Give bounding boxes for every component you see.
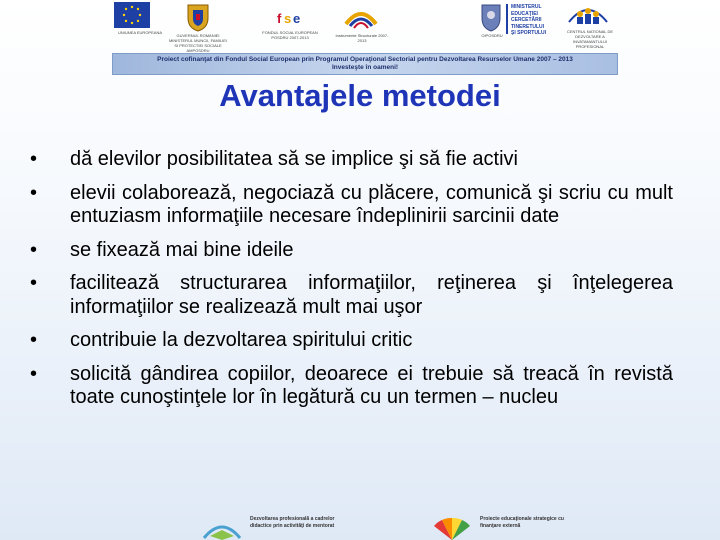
bullet-marker: • — [30, 272, 38, 294]
bullet-marker: • — [30, 238, 38, 261]
instrumente-structurale-logo — [342, 2, 380, 34]
bullet-marker: • — [30, 181, 38, 204]
ministerul-logo: MINISTERUL EDUCAŢIEI CERCETĂRII TINERETULUI ŞI SPORTULUI — [506, 4, 552, 34]
footer-proiecte — [430, 516, 575, 540]
mentorat-book-icon — [200, 516, 244, 540]
list-item — [28, 239, 673, 263]
svg-text:e: e — [293, 11, 301, 26]
ro-logo-caption: GUVERNUL ROMANIEI MINISTERUL MUNCII, FAMILIEI SI PROTECTIEI SOCIALE AMPOSDRU — [168, 33, 228, 53]
fse-logo — [275, 8, 305, 28]
ministerul-education-logo — [480, 2, 502, 32]
svg-text:s: s — [284, 11, 292, 26]
svg-text:f: f — [277, 11, 282, 26]
oiposdru-caption: OIPOSDRU — [481, 33, 503, 38]
centrul-logo-caption: CENTRUL NATIONAL DE DEZVOLTARE A INVATAMANTULUI PROFESIONAL — [566, 29, 614, 49]
bullet-marker: • — [30, 148, 38, 170]
bullet-marker: • — [30, 329, 38, 351]
banner-line2: Investeşte în oameni! — [331, 64, 399, 71]
footer-right-text: Proiecte educaţionale strategice cu finanţare externă — [480, 516, 564, 529]
centrul-logo — [565, 2, 611, 28]
bullet-text: dă elevilor posibilitatea să se implice şi să fie activi — [70, 148, 518, 170]
is-logo-caption: Instrumente Structurale 2007-2013 — [335, 33, 389, 43]
bullet-text: elevii colaborează, negociază cu plăcere, comunică şi scriu cu mult entuziasm informaţiile necesare îndeplinirii sarcinii date — [70, 181, 673, 227]
fse-logo-caption: FONDUL SOCIAL EUROPEAN POSDRU 2007-2013 — [262, 30, 318, 40]
bullet-marker: • — [30, 362, 38, 385]
slide-title: Avantajele metodei — [219, 78, 501, 113]
bullet-text: solicită gândirea copiilor, deoarece ei trebuie să treacă în revistă toate cunoştinţele lor în legătură cu un termen – nucleu — [70, 362, 673, 408]
bullet-text: contribuie la dezvoltarea spiritului critic — [70, 329, 413, 351]
banner-line1: Proiect cofinanţat din Fondul Social European prin Programul Operaţional Sectorial pentru Dezvoltarea Resurselor Umane 2007 – 2013 — [157, 56, 573, 63]
proiecte-fan-icon — [430, 516, 474, 540]
bullet-text: facilitează structurarea informaţiilor, reţinerea şi înţelegerea informaţiilor se realizează mult mai uşor — [70, 272, 673, 318]
list-item — [28, 272, 673, 319]
list-item — [28, 329, 673, 353]
bullet-text: se fixează mai bine ideile — [70, 238, 294, 261]
ro-government-logo — [185, 2, 211, 32]
footer-left-text: Dezvoltarea profesională a cadrelor didactice prin activităţi de mentorat — [250, 516, 335, 529]
eu-logo-caption: UNIUNEA EUROPEANA — [117, 30, 162, 35]
footer-mentorat — [200, 516, 345, 540]
cofinancing-banner — [112, 53, 618, 75]
list-item — [28, 363, 673, 410]
eu-flag-logo — [114, 2, 150, 28]
list-item — [28, 148, 673, 172]
bullet-list — [28, 148, 673, 420]
list-item — [28, 182, 673, 229]
